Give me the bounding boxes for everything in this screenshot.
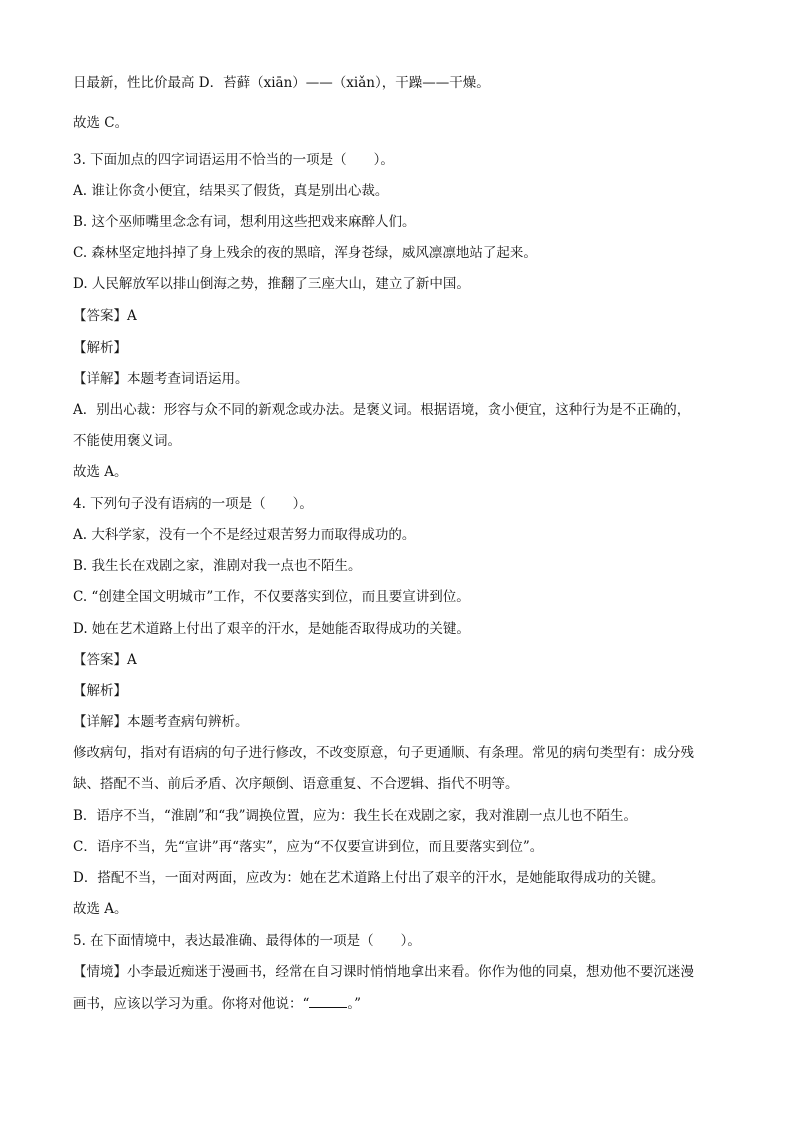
question-4-option-d: D. 她在艺术道路上付出了艰辛的汗水，是她能否取得成功的关键。 bbox=[73, 621, 470, 637]
question-3-option-a: A. 谁让你贪小便宜，结果买了假货，真是别出心裁。 bbox=[73, 183, 389, 199]
context-tag: 【情境】 bbox=[73, 964, 127, 980]
question-3-analysis-tag: 【解析】 bbox=[73, 340, 127, 356]
question-4-choose: 故选 A。 bbox=[73, 901, 128, 917]
question-3-explanation: A．别出心裁：形容与众不同的新观念或办法。是褒义词。根据语境，贪小便宜，这种行为是不正确的， bbox=[73, 402, 691, 418]
question-3-option-d: D. 人民解放军以排山倒海之势，推翻了三座大山，建立了新中国。 bbox=[73, 276, 470, 292]
question-3-answer bbox=[73, 306, 733, 326]
context-text: 画书，应该以学习为重。你将对他说：“ bbox=[73, 996, 310, 1012]
answer-value: A bbox=[127, 652, 137, 668]
question-3-choose: 故选 A。 bbox=[73, 464, 128, 480]
detail-tag: 【详解】 bbox=[73, 371, 127, 387]
question-4-option-b: B. 我生长在戏剧之家，淮剧对我一点也不陌生。 bbox=[73, 558, 362, 574]
context-text: 。” bbox=[347, 996, 362, 1012]
question-4-explanation: 修改病句，指对有语病的句子进行修改，不改变原意，句子更通顺、有条理。常见的病句类型有：成分残 bbox=[73, 745, 694, 761]
text-line: 故选 C。 bbox=[73, 115, 129, 131]
question-4-analysis-tag: 【解析】 bbox=[73, 683, 127, 699]
question-3-explanation: 不能使用褒义词。 bbox=[73, 433, 181, 449]
question-4-option-a: A. 大科学家，没有一个不是经过艰苦努力而取得成功的。 bbox=[73, 527, 416, 543]
detail-text: 本题考查病句辨析。 bbox=[127, 714, 249, 730]
answer-tag: 【答案】 bbox=[73, 652, 127, 668]
answer-tag: 【答案】 bbox=[73, 308, 127, 324]
question-4-detail bbox=[73, 712, 733, 732]
question-4-explanation: C．语序不当，先“宣讲”再“落实”，应为“不仅要宣讲到位，而且要落实到位”。 bbox=[73, 839, 544, 855]
question-4-explanation: B．语序不当，“淮剧”和“我”调换位置，应为：我生长在戏剧之家，我对淮剧一点儿也不陌生。 bbox=[73, 808, 638, 824]
question-4-stem: 4. 下列句子没有语病的一项是（ ）。 bbox=[73, 496, 313, 512]
detail-text: 本题考查词语运用。 bbox=[127, 371, 249, 387]
answer-value: A bbox=[127, 308, 137, 324]
question-3-option-c: C. 森林坚定地抖掉了身上残余的夜的黑暗，浑身苍绿，威风凛凛地站了起来。 bbox=[73, 245, 537, 261]
text-line: 日最新，性比价最高 D．苔藓（xiān）——（xiǎn），干躁——干燥。 bbox=[73, 75, 490, 91]
question-4-answer bbox=[73, 650, 733, 670]
answer-blank bbox=[309, 993, 347, 1008]
question-3-option-b: B. 这个巫师嘴里念念有词，想利用这些把戏来麻醉人们。 bbox=[73, 214, 416, 230]
question-5-context bbox=[73, 993, 733, 1014]
question-5-context bbox=[73, 962, 733, 982]
context-text: 小李最近痴迷于漫画书，经常在自习课时悄悄地拿出来看。你作为他的同桌，想劝他不要沉迷漫 bbox=[127, 964, 694, 980]
detail-tag: 【详解】 bbox=[73, 714, 127, 730]
question-4-explanation: 缺、搭配不当、前后矛盾、次序颠倒、语意重复、不合逻辑、指代不明等。 bbox=[73, 776, 519, 792]
question-3-stem: 3. 下面加点的四字词语运用不恰当的一项是（ ）。 bbox=[73, 152, 394, 168]
question-5-stem: 5. 在下面情境中，表达最准确、最得体的一项是（ ）。 bbox=[73, 933, 421, 949]
question-4-explanation: D．搭配不当，一面对两面，应改为：她在艺术道路上付出了艰辛的汗水，是她能取得成功的关键。 bbox=[73, 870, 665, 886]
question-4-option-c: C. “创建全国文明城市”工作，不仅要落实到位，而且要宣讲到位。 bbox=[73, 589, 470, 605]
question-3-detail bbox=[73, 369, 733, 389]
